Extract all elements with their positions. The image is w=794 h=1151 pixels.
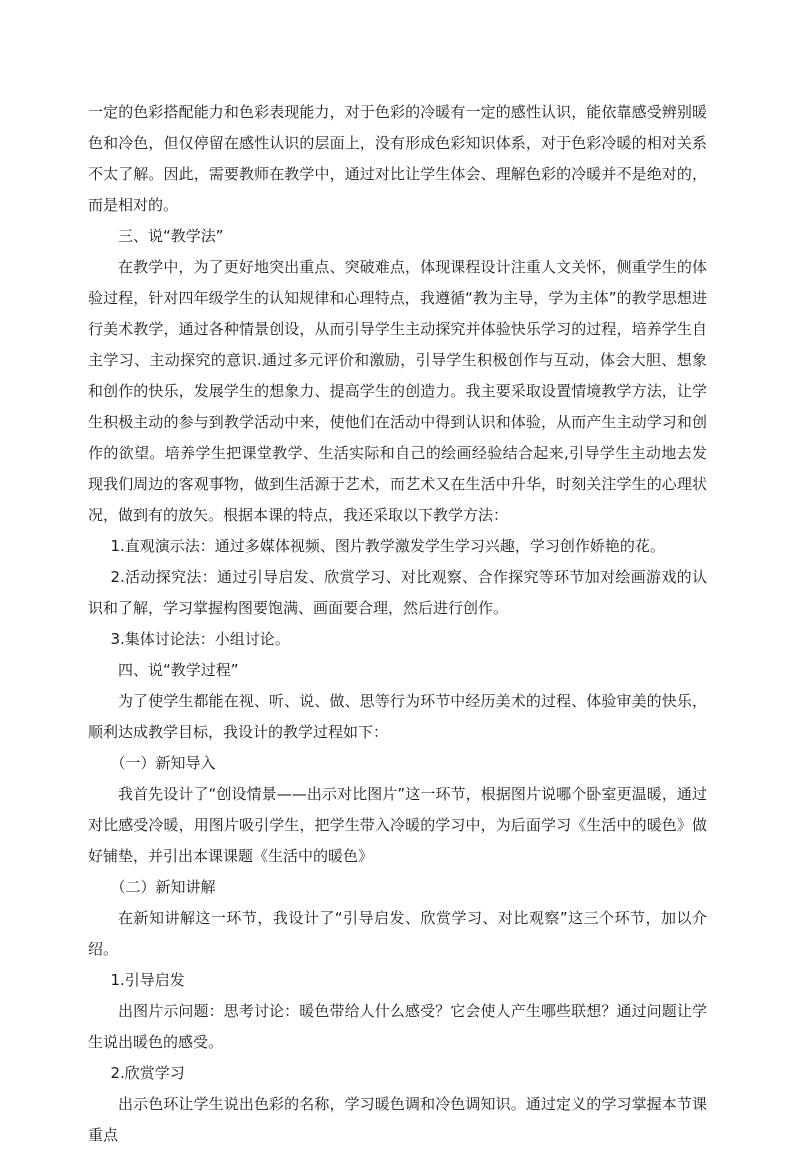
paragraph-new-knowledge-explain: 在新知讲解这一环节，我设计了“引导启发、欣赏学习、对比观察”这三个环节，加以介绍。 [88, 909, 707, 958]
list-item-method-2: 2.活动探究法：通过引导启发、欣赏学习、对比观察、合作探究等环节加对绘画游戏的认识和了解，学习掌握构图要饱满、画面要合理，然后进行创作。 [88, 568, 707, 617]
subheading-guided-inspiration: 1.引导启发 [110, 971, 185, 989]
heading-teaching-method: 三、说“教学法” [118, 227, 224, 245]
subheading-appreciation: 2.欣赏学习 [110, 1064, 185, 1082]
paragraph-guided-inspiration: 出图片示问题：思考讨论：暖色带给人什么感受？它会使人产生哪些联想？通过问题让学生说出暖色的感受。 [88, 1002, 707, 1051]
document-body [88, 97, 707, 1151]
list-item-method-1: 1.直观演示法：通过多媒体视频、图片教学激发学生学习兴趣，学习创作娇艳的花。 [110, 537, 665, 555]
paragraph-appreciation: 出示色环让学生说出色彩的名称，学习暖色调和冷色调知识。通过定义的学习掌握本节课重点 [88, 1095, 707, 1144]
paragraph-new-knowledge-intro: 我首先设计了“创设情景——出示对比图片”这一环节，根据图片说哪个卧室更温暖，通过对比感受冷暖，用图片吸引学生，把学生带入冷暖的学习中，为后面学习《生活中的暖色》做好铺垫，并引出本课课题《生活中的暖色》 [88, 785, 707, 865]
paragraph-student-analysis-end: 一定的色彩搭配能力和色彩表现能力，对于色彩的冷暖有一定的感性认识，能依靠感受辨别暖色和冷色，但仅停留在感性认识的层面上，没有形成色彩知识体系，对于色彩冷暖的相对关系不太了解。因此，需要教师在教学中，通过对比让学生体会、理解色彩的冷暖并不是绝对的，而是相对的。 [88, 103, 707, 214]
subheading-new-knowledge-intro: （一）新知导入 [110, 754, 216, 772]
paragraph-teaching-method: 在教学中，为了更好地突出重点、突破难点，体现课程设计注重人文关怀，侧重学生的体验过程，针对四年级学生的认知规律和心理特点，我遵循“教为主导，学为主体”的教学思想进行美术教学，通过各种情景创设，从而引导学生主动探究并体验快乐学习的过程，培养学生自主学习、主动探究的意识.通过多元评价和激励，引导学生积极创作与互动，体会大胆、想象和创作的快乐，发展学生的想象力、提高学生的创造力。我主要采取设置情境教学方法，让学生积极主动的参与到教学活动中来，使他们在活动中得到认识和体验，从而产生主动学习和创作的欲望。培养学生把课堂教学、生活实际和自己的绘画经验结合起来,引导学生主动地去发现我们周边的客观事物，做到生活源于艺术，而艺术又在生活中升华，时刻关注学生的心理状况，做到有的放矢。根据本课的特点，我还采取以下教学方法： [88, 258, 707, 524]
subheading-new-knowledge-explain: （二）新知讲解 [110, 878, 216, 896]
heading-teaching-process: 四、说“教学过程” [118, 661, 239, 679]
paragraph-process-intro: 为了使学生都能在视、听、说、做、思等行为环节中经历美术的过程、体验审美的快乐，顺利达成教学目标，我设计的教学过程如下： [88, 692, 707, 741]
list-item-method-3: 3.集体讨论法：小组讨论。 [110, 630, 290, 648]
